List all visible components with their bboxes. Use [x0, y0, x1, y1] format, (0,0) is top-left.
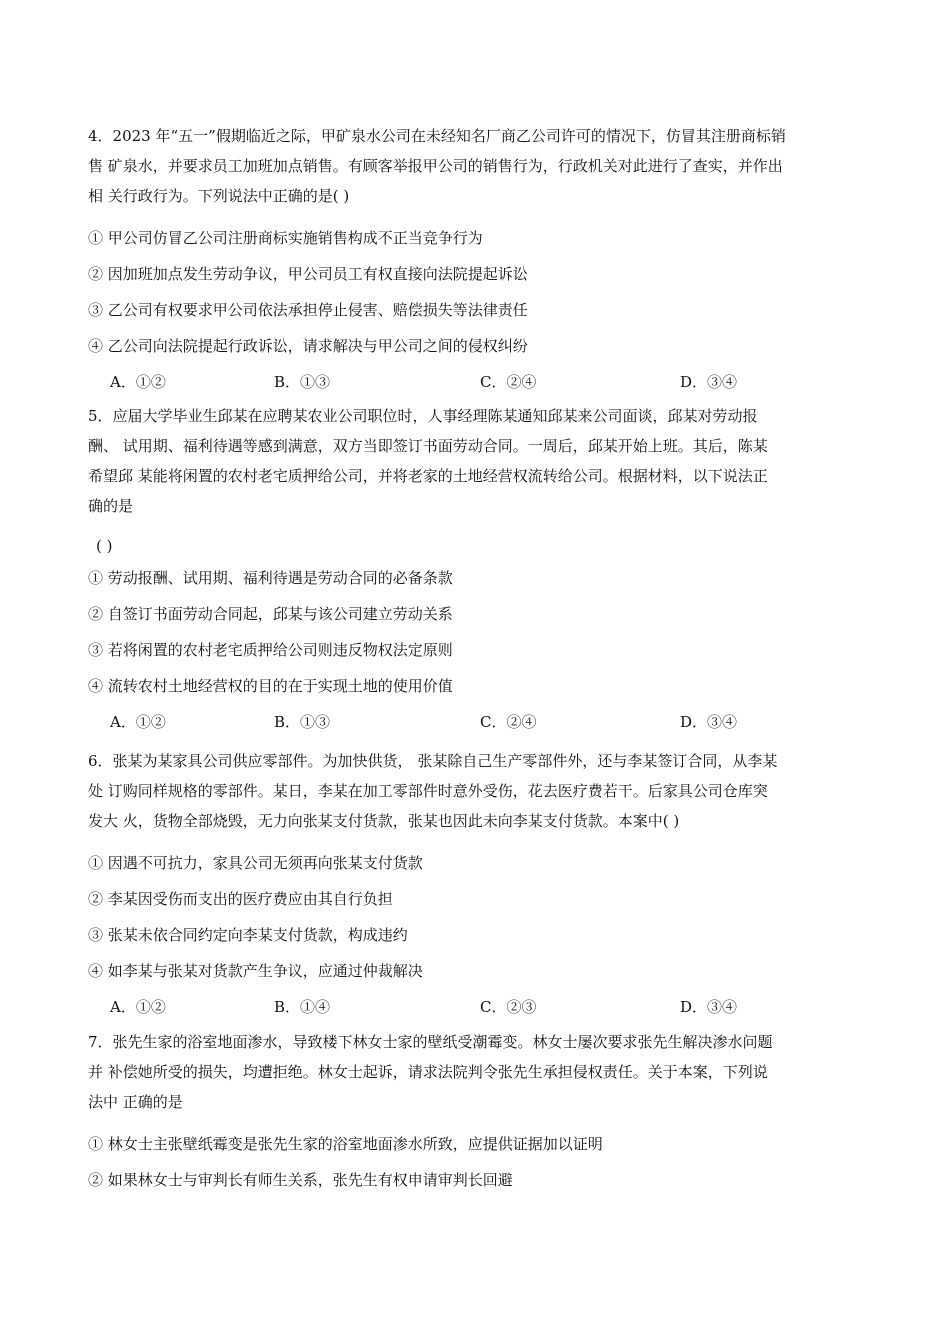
option-item: ② 自签订书面劳动合同起，邱某与该公司建立劳动关系 [88, 605, 453, 623]
question-number: 5． [88, 407, 113, 425]
choice-b[interactable]: B．①③ [274, 713, 331, 731]
choice-d[interactable]: D．③④ [680, 713, 738, 731]
option-item: ③ 张某未依合同约定向李某支付货款，构成违约 [88, 926, 408, 944]
stem-line: 并 补偿她所受的损失，均遭拒绝。林女士起诉，请求法院判令张先生承担侵权责任。关于本案，下列说 [88, 1063, 768, 1081]
question-number: 6． [88, 752, 113, 770]
option-item: ③ 乙公司有权要求甲公司依法承担停止侵害、赔偿损失等法律责任 [88, 301, 528, 319]
choice-d[interactable]: D．③④ [680, 998, 738, 1016]
option-item: ① 甲公司仿冒乙公司注册商标实施销售构成不正当竞争行为 [88, 229, 483, 247]
option-item: ① 林女士主张壁纸霉变是张先生家的浴室地面渗水所致，应提供证据加以证明 [88, 1135, 603, 1153]
question-4 [88, 121, 868, 393]
answer-choices [88, 996, 868, 1018]
answer-choices [88, 371, 868, 393]
stem-line: 售 矿泉水，并要求员工加班加点销售。有顾客举报甲公司的销售行为，行政机关对此进行了查实，并作出 [88, 157, 783, 175]
choice-a[interactable]: A．①② [110, 998, 166, 1016]
stem-line: 确的是 [88, 497, 134, 515]
choice-c[interactable]: C．②④ [480, 373, 537, 391]
stem-line: 张先生家的浴室地面渗水，导致楼下林女士家的壁纸受潮霉变。林女士屡次要求张先生解决渗水问题 [112, 1033, 773, 1051]
question-number: 4． [88, 127, 113, 145]
stem-line: 酬、 试用期、福利待遇等感到满意，双方当即签订书面劳动合同。一周后，邱某开始上班。其后，陈某 [88, 437, 768, 455]
option-item: ④ 流转农村土地经营权的目的在于实现土地的使用价值 [88, 677, 453, 695]
stem-line: 应届大学毕业生邱某在应聘某农业公司职位时，人事经理陈某通知邱某来公司面谈，邱某对劳动报 [112, 407, 758, 425]
stem-line: 张某为某家具公司供应零部件。为加快供货， 张某除自己生产零部件外，还与李某签订合同，从李某 [112, 752, 778, 770]
stem-line: 2023 年“五一”假期临近之际，甲矿泉水公司在未经知名厂商乙公司许可的情况下，仿冒其注册商标销 [112, 127, 786, 145]
option-item: ① 劳动报酬、试用期、福利待遇是劳动合同的必备条款 [88, 569, 453, 587]
option-list [88, 1133, 868, 1191]
choice-d[interactable]: D．③④ [680, 373, 738, 391]
option-list [88, 227, 868, 357]
option-list [88, 567, 868, 697]
stem-line: 法中 正确的是 [88, 1093, 183, 1111]
option-item: ④ 如李某与张某对货款产生争议，应通过仲裁解决 [88, 962, 423, 980]
option-item: ① 因遇不可抗力，家具公司无须再向张某支付货款 [88, 854, 423, 872]
question-7 [88, 1027, 868, 1191]
stem-line: 相 关行政行为。下列说法中正确的是( ) [88, 187, 350, 205]
stem-line: 处 订购同样规格的零部件。某日，李某在加工零部件时意外受伤，花去医疗费若干。后家具公司仓库突 [88, 782, 768, 800]
stem-line: 希望邱 某能将闲置的农村老宅质押给公司，并将老家的土地经营权流转给公司。根据材料，以下说法正 [88, 467, 768, 485]
option-item: ② 李某因受伤而支出的医疗费应由其自行负担 [88, 890, 393, 908]
option-list [88, 852, 868, 982]
stem-line: 发大 火，货物全部烧毁，无力向张某支付货款，张某也因此未向李某支付货款。本案中( ) [88, 812, 680, 830]
choice-b[interactable]: B．①③ [274, 373, 331, 391]
question-stem [88, 121, 868, 211]
choice-c[interactable]: C．②④ [480, 713, 537, 731]
option-item: ③ 若将闲置的农村老宅质押给公司则违反物权法定原则 [88, 641, 453, 659]
question-stem [88, 746, 868, 836]
question-number: 7． [88, 1033, 113, 1051]
question-5 [88, 401, 868, 733]
question-stem [88, 401, 868, 521]
option-item: ② 如果林女士与审判长有师生关系，张先生有权申请审判长回避 [88, 1171, 513, 1189]
answer-paren: ( ) [96, 537, 113, 555]
choice-b[interactable]: B．①④ [274, 998, 331, 1016]
choice-a[interactable]: A．①② [110, 373, 166, 391]
question-6 [88, 746, 868, 1018]
choice-c[interactable]: C．②③ [480, 998, 537, 1016]
choice-a[interactable]: A．①② [110, 713, 166, 731]
option-item: ④ 乙公司向法院提起行政诉讼，请求解决与甲公司之间的侵权纠纷 [88, 337, 528, 355]
option-item: ② 因加班加点发生劳动争议，甲公司员工有权直接向法院提起诉讼 [88, 265, 528, 283]
answer-choices [88, 711, 868, 733]
question-stem [88, 1027, 868, 1117]
